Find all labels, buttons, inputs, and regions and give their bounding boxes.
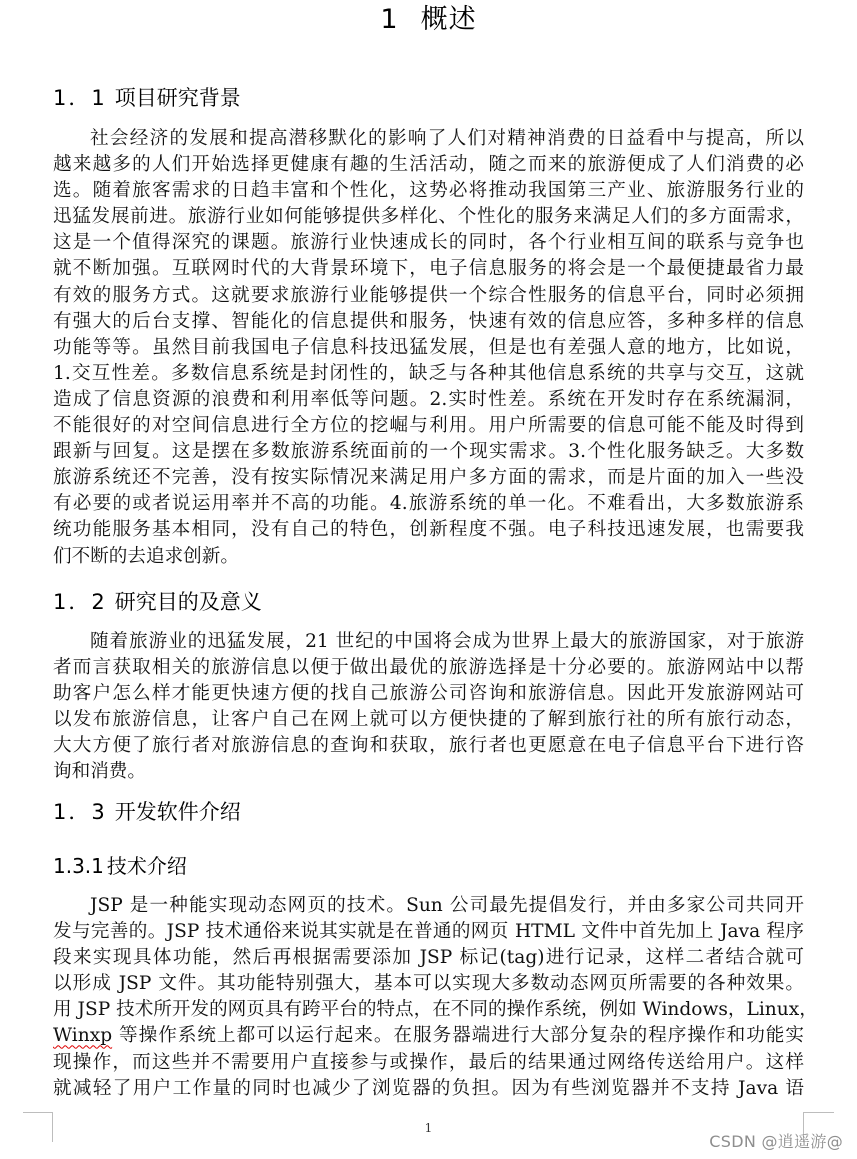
subsection-heading-1-3-1	[53, 852, 187, 880]
section-title: 开发软件介绍	[114, 800, 241, 824]
text-line: 社会经济的发展和提高潜移默化的影响了人们对精神消费的日益看中与提高，所以	[90, 128, 804, 149]
text-line: 就减轻了用户工作量的同时也减少了浏览器的负担。因为有些浏览器并不支持 Java 语	[53, 1077, 804, 1099]
text-line: 旅游系统还不完善，没有按实际情况来满足用户多方面的需求，而是片面的加入一些没	[53, 467, 804, 489]
text-line: 助客户怎么样才能更快速方便的找自己旅游公司咨询和旅游信息。因此开发旅游网站可	[53, 683, 804, 705]
section-title: 研究目的及意义	[114, 590, 262, 614]
text-line-with-misspelling	[53, 1023, 804, 1049]
text-line: 选。随着旅客需求的日趋丰富和个性化，这势必将推动我国第三产业、旅游服务行业的	[53, 180, 804, 202]
text-line: 大大方便了旅行者对旅游信息的查询和获取，旅行者也更愿意在电子信息平台下进行咨	[53, 735, 804, 757]
text-line: 者而言获取相关的旅游信息以便于做出最优的旅游选择是十分必要的。旅游网站中以帮	[53, 657, 804, 679]
text-line-rest: 等操作系统上都可以运行起来。在服务器端进行大部分复杂的程序操作和功能实	[119, 1025, 804, 1047]
section-heading-1-3	[53, 798, 241, 826]
chapter-title	[0, 2, 857, 38]
text-line: 现操作，而这些并不需要用户直接参与或操作，最后的结果通过网络传送给用户。这样	[53, 1051, 804, 1073]
section-heading-1-2	[53, 588, 262, 616]
text-line: 随着旅游业的迅猛发展，21 世纪的中国将会成为世界上最大的旅游国家，对于旅游	[90, 631, 804, 652]
paragraph-research-background	[53, 126, 804, 570]
section-number: 1．1	[53, 86, 107, 110]
text-line: 发与完善的。JSP 技术通俗来说其实就是在普通的网页 HTML 文件中首先加上 Java 程序	[53, 921, 804, 943]
csdn-watermark: CSDN @逍遥游@	[709, 1132, 843, 1151]
paragraph-technology-intro	[53, 893, 818, 1102]
subsection-number: 1.3.1	[53, 854, 104, 878]
text-line: 越来越多的人们开始选择更健康有趣的生活活动，随之而来的旅游便成了人们消费的必	[53, 154, 804, 176]
text-line: 迅猛发展前进。旅游行业如何能够提供多样化、个性化的服务来满足人们的多方面需求，	[53, 206, 804, 228]
section-number: 1．3	[53, 800, 107, 824]
chapter-number: 1	[380, 4, 399, 35]
text-line: 跟新与回复。这是摆在多数旅游系统面前的一个现实需求。3.个性化服务缺乏。大多数	[53, 441, 804, 463]
page-number: 1	[424, 1121, 433, 1135]
text-line: 询和消费。	[53, 761, 146, 783]
text-line: 统功能服务基本相同，没有自己的特色，创新程度不强。电子科技迅速发展，也需要我	[53, 519, 804, 541]
section-title: 项目研究背景	[114, 86, 241, 110]
text-line: 段来实现具体功能，然后再根据需要添加 JSP 标记(tag)进行记录，这样二者结合就可	[53, 947, 804, 969]
text-line: 功能等等。虽然目前我国电子信息科技迅猛发展，但是也有差强人意的地方，比如说，	[53, 336, 804, 358]
text-line: 以形成 JSP 文件。其功能特别强大，基本可以实现大多数动态网页所需要的各种效果。	[53, 973, 804, 995]
section-number: 1．2	[53, 590, 107, 614]
text-line: 有强大的后台支撑、智能化的信息提供和服务，快速有效的信息应答，多种多样的信息	[53, 310, 804, 332]
paragraph-research-purpose	[53, 629, 804, 786]
text-line: 这是一个值得深究的课题。旅游行业快速成长的同时，各个行业相互间的联系与竞争也	[53, 232, 804, 254]
chapter-title-text: 概述	[420, 4, 477, 35]
text-line: 1.交互性差。多数信息系统是封闭性的，缺乏与各种其他信息系统的共享与交互，这就	[53, 362, 804, 384]
text-line: 造成了信息资源的浪费和利用率低等问题。2.实时性差。系统在开发时存在系统漏洞，	[53, 388, 804, 410]
text-line: 有必要的或者说运用率并不高的功能。4.旅游系统的单一化。不难看出，大多数旅游系	[53, 493, 804, 515]
text-line: 有效的服务方式。这就要求旅游行业能够提供一个综合性服务的信息平台，同时必须拥	[53, 284, 804, 306]
spellcheck-misspelled-word[interactable]: Winxp	[53, 1025, 113, 1047]
text-line: 就不断加强。互联网时代的大背景环境下，电子信息服务的将会是一个最便捷最省力最	[53, 258, 804, 280]
subsection-title: 技术介绍	[106, 854, 187, 878]
text-line: 不能很好的对空间信息进行全方位的挖崛与利用。用户所需要的信息可能不能及时得到	[53, 415, 804, 437]
section-heading-1-1	[53, 84, 241, 112]
text-line: 们不断的去追求创新。	[53, 545, 239, 567]
text-line: 用 JSP 技术所开发的网页具有跨平台的特点，在不同的操作系统，例如 Windows，Linux，	[53, 999, 818, 1021]
text-line: JSP 是一种能实现动态网页的技术。Sun 公司最先提倡发行，并由多家公司共同开	[90, 895, 804, 916]
text-line: 以发布旅游信息，让客户自己在网上就可以方便快捷的了解到旅行社的所有旅行动态，	[53, 709, 804, 731]
